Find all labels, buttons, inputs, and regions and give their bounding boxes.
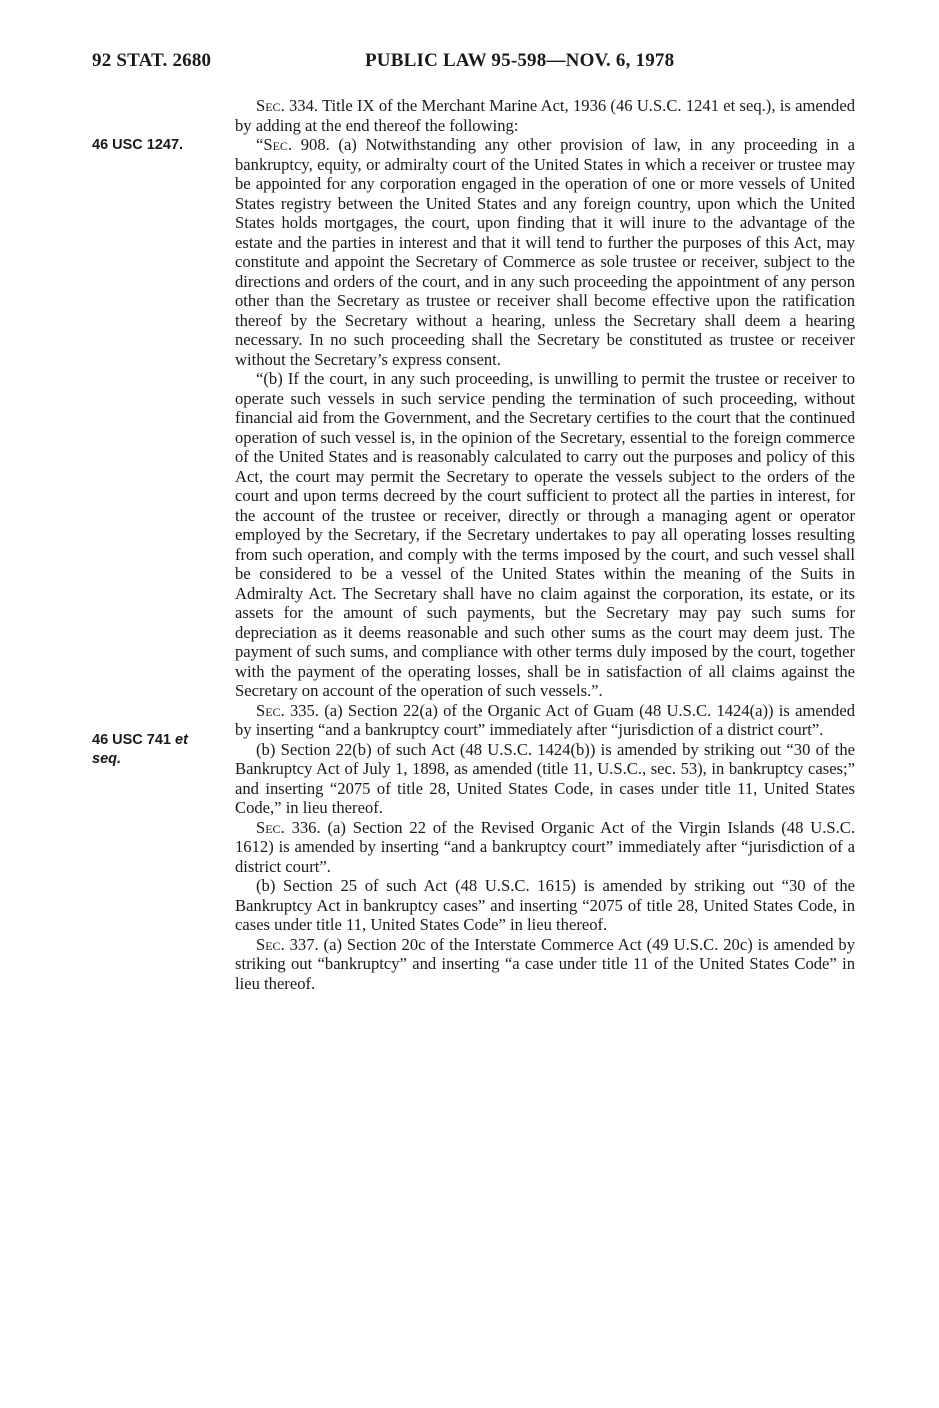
paragraph-text: 335. (a) Section 22(a) of the Organic Act of Guam (48 U.S.C. 1424(a)) is amended by inserting “and a bankruptcy court” immediately after “jurisdiction of a district court”.: [235, 700, 855, 739]
section-label: Sec.: [263, 135, 293, 154]
margin-note-46-usc-741: [92, 731, 188, 769]
paragraph-sec-334: [235, 96, 855, 135]
paragraph-sec-908-a: [235, 135, 855, 369]
section-label: Sec.: [256, 934, 285, 954]
margin-note-seq: seq.: [92, 751, 122, 767]
page-header: [92, 50, 852, 80]
section-label: Sec.: [256, 96, 285, 115]
paragraph-sec-337-a: [235, 935, 855, 994]
margin-note-46-usc-1247: [92, 136, 183, 155]
paragraph-text: (b) Section 22(b) of such Act (48 U.S.C. 1424(b)) is amended by striking out “30 of the Bankruptcy Act of July 1, 1898, as amended (title 11, U.S.C., sec. 53), in bankruptcy cases;” and inserting “2075 of title 28, United States Code, in cases under title 11, United States Code,” in lieu thereof.: [235, 739, 855, 817]
margin-note-et: et: [175, 732, 188, 748]
paragraph-text: (b) Section 25 of such Act (48 U.S.C. 1615) is amended by striking out “30 of the Bankruptcy Act in bankruptcy cases” and inserting “2075 of title 28, United States Code, in cases under title 11, United States Code” in lieu thereof.: [235, 876, 855, 934]
paragraph-sec-336-b: [235, 876, 855, 935]
paragraph-text: 908. (a) Notwithstanding any other provision of law, in any proceeding in a bankruptcy, equity, or admiralty court of the United States in which a receiver or trustee may be appointed for any corporation engaged in the operation of one or more vessels of United States registry between the United States and any foreign country, upon which the United States holds mortgages, the court, upon finding that it will inure to the advantage of the estate and the parties in interest and that it will tend to further the purposes of this Act, may constitute and appoint the Secretary of Commerce as sole trustee or receiver, subject to the directions and orders of the court, and in any such proceeding the appointment of any person other than the Secretary as trustee or receiver shall become effective upon the ratification thereof by the Secretary without a hearing, unless the Secretary shall deem a hearing necessary. In no such proceeding shall the Secretary be constituted as trustee or receiver without the Secretary’s express consent.: [235, 135, 855, 369]
paragraph-sec-908-b: [235, 369, 855, 701]
paragraph-sec-335-b: [235, 740, 855, 818]
paragraph-text: 334. Title IX of the Merchant Marine Act, 1936 (46 U.S.C. 1241 et seq.), is amended by adding at the end thereof the following:: [235, 96, 855, 135]
paragraph-text: 337. (a) Section 20c of the Interstate Commerce Act (49 U.S.C. 20c) is amended by striking out “bankruptcy” and inserting “a case under title 11 of the United States Code” in lieu thereof.: [235, 934, 855, 993]
margin-note-text: 46 USC 1247.: [92, 137, 184, 153]
body-text: [235, 96, 855, 993]
paragraph-text: “(b) If the court, in any such proceeding, is unwilling to permit the trustee or receiver to operate such vessels in such service pending the termination of such proceeding, without financial aid from the Government, and the Secretary certifies to the court that the continued operation of such vessel is, in the opinion of the Secretary, essential to the foreign commerce of the United States and is reasonably calculated to carry out the purposes and policy of this Act, the court may permit the Secretary to operate the vessels subject to the orders of the court and upon terms decreed by the court sufficient to protect all the parties in interest, for the account of the trustee or receiver, directly or through a managing agent or operator employed by the Secretary, if the Secretary undertakes to pay all operating losses resulting from such operation, and comply with the terms imposed by the court, and such vessel shall be considered to be a vessel of the United States within the meaning of the Suits in Admiralty Act. The Secretary shall have no claim against the corporation, its estate, or its assets for the amount of such payments, but the Secretary may pay such sums for depreciation as it deems reasonable and such other sums as the court may deem just. The payment of such sums, and compliance with other terms duly imposed by the court, together with the payment of the operating losses, shall be in satisfaction of all claims against the Secretary on account of the operation of such vessels.”.: [235, 369, 855, 700]
section-label: Sec.: [256, 700, 285, 720]
public-law-title: PUBLIC LAW 95-598—NOV. 6, 1978: [365, 50, 675, 71]
paragraph-sec-336-a: [235, 818, 855, 877]
section-label: Sec.: [256, 817, 285, 837]
statute-page-number: 92 STAT. 2680: [92, 50, 212, 71]
margin-note-text: 46 USC 741: [92, 732, 171, 748]
paragraph-text: 336. (a) Section 22 of the Revised Organic Act of the Virgin Islands (48 U.S.C. 1612) is amended by inserting “and a bankruptcy court” immediately after “jurisdiction of a district court”.: [235, 817, 855, 876]
open-quote: “: [256, 135, 264, 154]
paragraph-sec-335-a: [235, 701, 855, 740]
